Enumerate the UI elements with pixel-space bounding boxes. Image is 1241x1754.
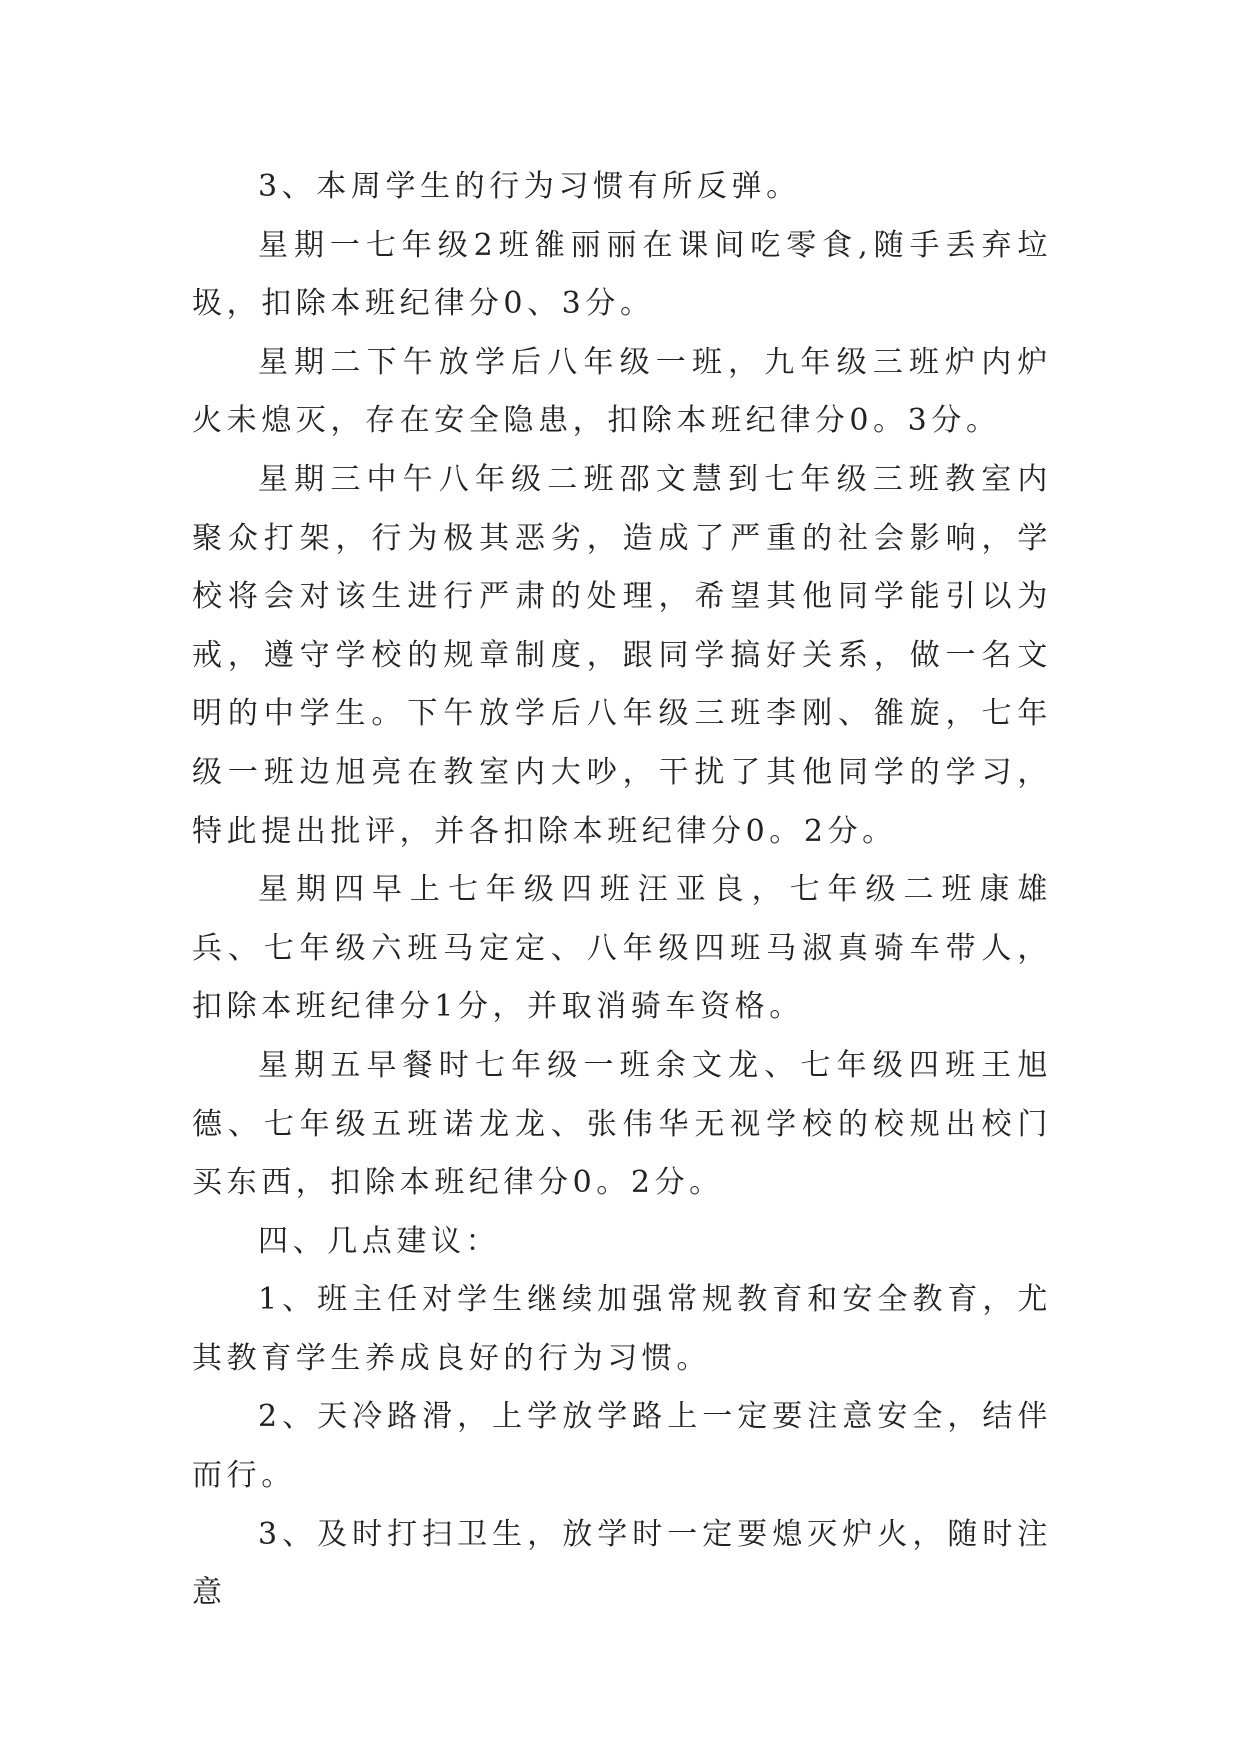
section-heading-suggestions: 四、几点建议：: [258, 1223, 501, 1259]
document-body: [192, 158, 1052, 1623]
paragraph-wednesday: 星期三中午八年级二班邵文慧到七年级三班教室内聚众打架，行为极其恶劣，造成了严重的社会影响，学校将会对该生进行严肃的处理，希望其他同学能引以为戒，遵守学校的规章制度，跟同学搞好关系，做一名文明的中学生。下午放学后八年级三班李刚、雒旋，七年级一班边旭亮在教室内大吵，干扰了其他同学的学习，特此提出批评，并各扣除本班纪律分0。2分。: [192, 461, 1052, 849]
paragraph-monday: 星期一七年级2班雒丽丽在课间吃零食,随手丢弃垃圾，扣除本班纪律分0、3分。: [192, 227, 1052, 322]
suggestion-1: 1、班主任对学生继续加强常规教育和安全教育，尤其教育学生养成良好的行为习惯。: [192, 1282, 1052, 1376]
paragraph-tuesday: 星期二下午放学后八年级一班，九年级三班炉内炉火未熄灭，存在安全隐患，扣除本班纪律分0。3分。: [192, 344, 1052, 439]
suggestion-3: 3、及时打扫卫生，放学时一定要熄灭炉火，随时注意: [192, 1516, 1052, 1611]
suggestion-2: 2、天冷路滑，上学放学路上一定要注意安全，结伴而行。: [192, 1399, 1052, 1494]
paragraph-friday: 星期五早餐时七年级一班余文龙、七年级四班王旭德、七年级五班诺龙龙、张伟华无视学校的校规出校门买东西，扣除本班纪律分0。2分。: [192, 1047, 1052, 1201]
paragraph-thursday: 星期四早上七年级四班汪亚良，七年级二班康雄兵、七年级六班马定定、八年级四班马淑真骑车带人，扣除本班纪律分1分，并取消骑车资格。: [192, 872, 1052, 1025]
paragraph-behavior-rebound: 3、本周学生的行为习惯有所反弹。: [258, 169, 801, 204]
